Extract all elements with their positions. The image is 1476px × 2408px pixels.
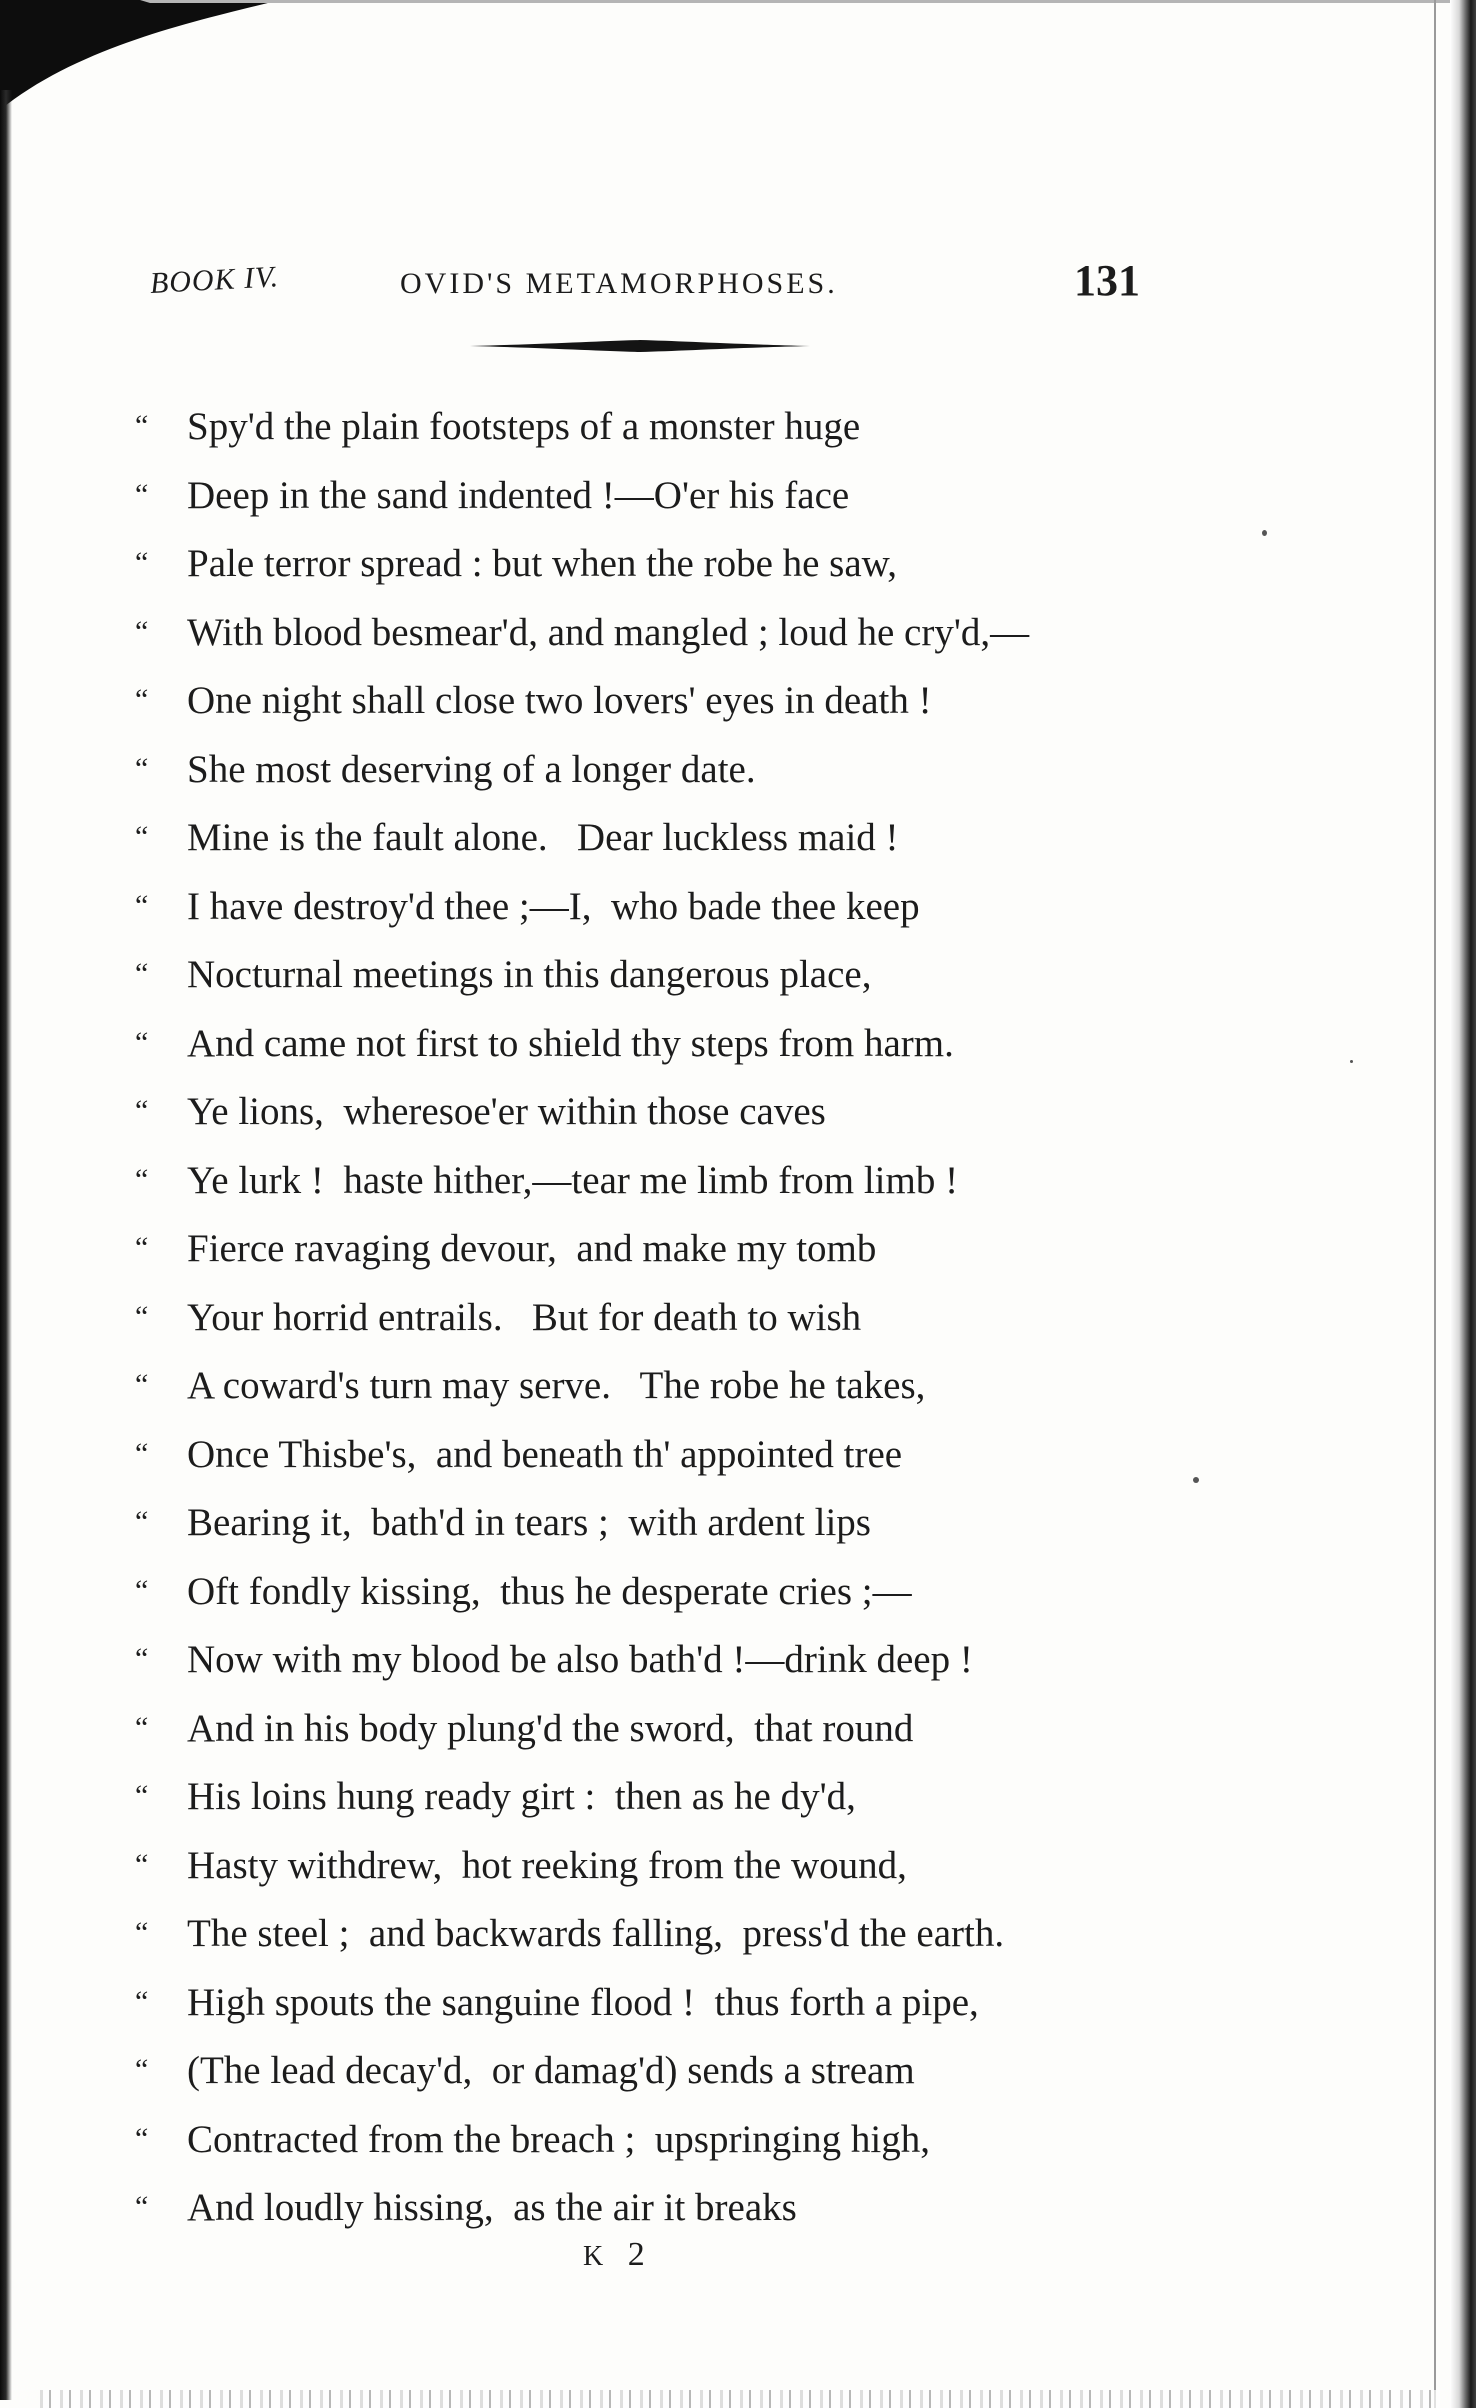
verse-text: I have destroy'd thee ;—I, who bade thee keep xyxy=(187,884,920,928)
book-label: BOOK IV. xyxy=(149,260,280,300)
quote-mark: “ xyxy=(135,477,149,511)
page-number: 131 xyxy=(1074,256,1140,305)
quote-mark: “ xyxy=(135,1984,149,2018)
verse-block xyxy=(135,392,1185,2242)
speck xyxy=(1262,530,1267,536)
verse-text: Once Thisbe's, and beneath th' appointed tree xyxy=(187,1432,903,1476)
quote-mark: “ xyxy=(135,1779,149,1812)
verse-text: She most deserving of a longer date. xyxy=(187,747,756,791)
quote-mark: “ xyxy=(135,1710,149,1744)
verse-line xyxy=(135,2105,1185,2174)
quote-mark: “ xyxy=(135,1916,149,1949)
verse-line xyxy=(135,1077,1185,1146)
verse-text: Spy'd the plain footsteps of a monster huge xyxy=(187,405,861,448)
verse-line xyxy=(135,2036,1185,2105)
quote-mark: “ xyxy=(135,614,149,648)
verse-line xyxy=(135,1146,1185,1215)
verse-line xyxy=(135,872,1185,941)
page-corner-shadow xyxy=(0,0,1476,140)
quote-mark: “ xyxy=(135,409,149,442)
speck xyxy=(1350,1060,1353,1063)
verse-line xyxy=(135,1283,1185,1352)
signature-letter: K xyxy=(583,2241,612,2272)
verse-text: And came not first to shield thy steps from harm. xyxy=(187,1021,954,1065)
verse-text: Bearing it, bath'd in tears ; with ardent lips xyxy=(187,1501,871,1544)
quote-mark: “ xyxy=(135,957,149,990)
quote-mark: “ xyxy=(135,1231,149,1264)
verse-line xyxy=(135,666,1185,735)
verse-text: Contracted from the breach ; upspringing high, xyxy=(187,2117,930,2161)
verse-line xyxy=(135,1214,1185,1283)
verse-text: Oft fondly kissing, thus he desperate cries ;— xyxy=(187,1569,912,1613)
verse-text: Hasty withdrew, hot reeking from the wound, xyxy=(187,1843,907,1887)
verse-line xyxy=(135,1557,1185,1626)
verse-line xyxy=(135,1625,1185,1694)
signature-number: 2 xyxy=(627,2236,653,2273)
verse-line xyxy=(135,1831,1185,1900)
quote-mark: “ xyxy=(135,1094,149,1127)
quote-mark: “ xyxy=(135,1505,149,1538)
quote-mark: “ xyxy=(135,1162,149,1196)
quote-mark: “ xyxy=(135,546,149,579)
page-left-edge xyxy=(0,90,12,2400)
verse-text: Fierce ravaging devour, and make my tomb xyxy=(187,1227,877,1270)
head-rule xyxy=(470,340,810,352)
running-head xyxy=(150,255,1140,315)
verse-line xyxy=(135,1899,1185,1968)
verse-line xyxy=(135,940,1185,1009)
verse-line xyxy=(135,1694,1185,1763)
verse-line xyxy=(135,598,1185,667)
verse-text: Ye lions, wheresoe'er within those caves xyxy=(187,1090,826,1133)
quote-mark: “ xyxy=(135,1642,149,1675)
verse-line xyxy=(135,2173,1185,2242)
running-title: OVID'S METAMORPHOSES. xyxy=(400,267,838,300)
verse-line xyxy=(135,803,1185,872)
page-right-edge xyxy=(1450,0,1476,2408)
speck xyxy=(1193,1477,1199,1483)
quote-mark: “ xyxy=(135,683,149,716)
quote-mark: “ xyxy=(135,2190,149,2223)
verse-text: The steel ; and backwards falling, press'd the earth. xyxy=(187,1912,1005,1955)
quote-mark: “ xyxy=(135,1025,149,1059)
verse-text: Mine is the fault alone. Dear luckless maid ! xyxy=(187,816,899,859)
verse-line xyxy=(135,529,1185,598)
verse-line xyxy=(135,461,1185,530)
verse-line xyxy=(135,392,1185,461)
verse-text: Pale terror spread : but when the robe he saw, xyxy=(187,542,898,585)
verse-text: With blood besmear'd, and mangled ; loud he cry'd,— xyxy=(187,610,1030,654)
verse-text: And loudly hissing, as the air it breaks xyxy=(187,2186,797,2229)
page-bottom-edge xyxy=(40,2390,1440,2408)
quote-mark: “ xyxy=(135,1368,149,1401)
verse-line xyxy=(135,1968,1185,2037)
quote-mark: “ xyxy=(135,751,149,785)
verse-text: Ye lurk ! haste hither,—tear me limb from limb ! xyxy=(187,1158,959,1202)
verse-line xyxy=(135,1009,1185,1078)
verse-text: A coward's turn may serve. The robe he takes, xyxy=(187,1364,926,1407)
quote-mark: “ xyxy=(135,1299,149,1333)
page-right-fold xyxy=(1434,0,1436,2408)
verse-text: And in his body plung'd the sword, that round xyxy=(187,1706,914,1750)
verse-text: (The lead decay'd, or damag'd) sends a stream xyxy=(187,2049,915,2092)
verse-text: Deep in the sand indented !—O'er his face xyxy=(187,473,850,517)
verse-line xyxy=(135,735,1185,804)
verse-line xyxy=(135,1351,1185,1420)
signature-mark xyxy=(583,2236,653,2274)
verse-text: Nocturnal meetings in this dangerous place, xyxy=(187,953,872,996)
verse-text: One night shall close two lovers' eyes in death ! xyxy=(187,679,932,722)
verse-text: Your horrid entrails. But for death to wish xyxy=(187,1295,862,1339)
quote-mark: “ xyxy=(135,888,149,922)
verse-line xyxy=(135,1762,1185,1831)
quote-mark: “ xyxy=(135,1847,149,1881)
verse-text: High spouts the sanguine flood ! thus forth a pipe, xyxy=(187,1980,979,2024)
verse-text: Now with my blood be also bath'd !—drink deep ! xyxy=(187,1638,973,1681)
verse-line xyxy=(135,1420,1185,1489)
quote-mark: “ xyxy=(135,2053,149,2086)
quote-mark: “ xyxy=(135,1436,149,1470)
quote-mark: “ xyxy=(135,820,149,853)
quote-mark: “ xyxy=(135,2121,149,2155)
verse-line xyxy=(135,1488,1185,1557)
verse-text: His loins hung ready girt : then as he dy'd, xyxy=(187,1775,856,1818)
quote-mark: “ xyxy=(135,1573,149,1607)
